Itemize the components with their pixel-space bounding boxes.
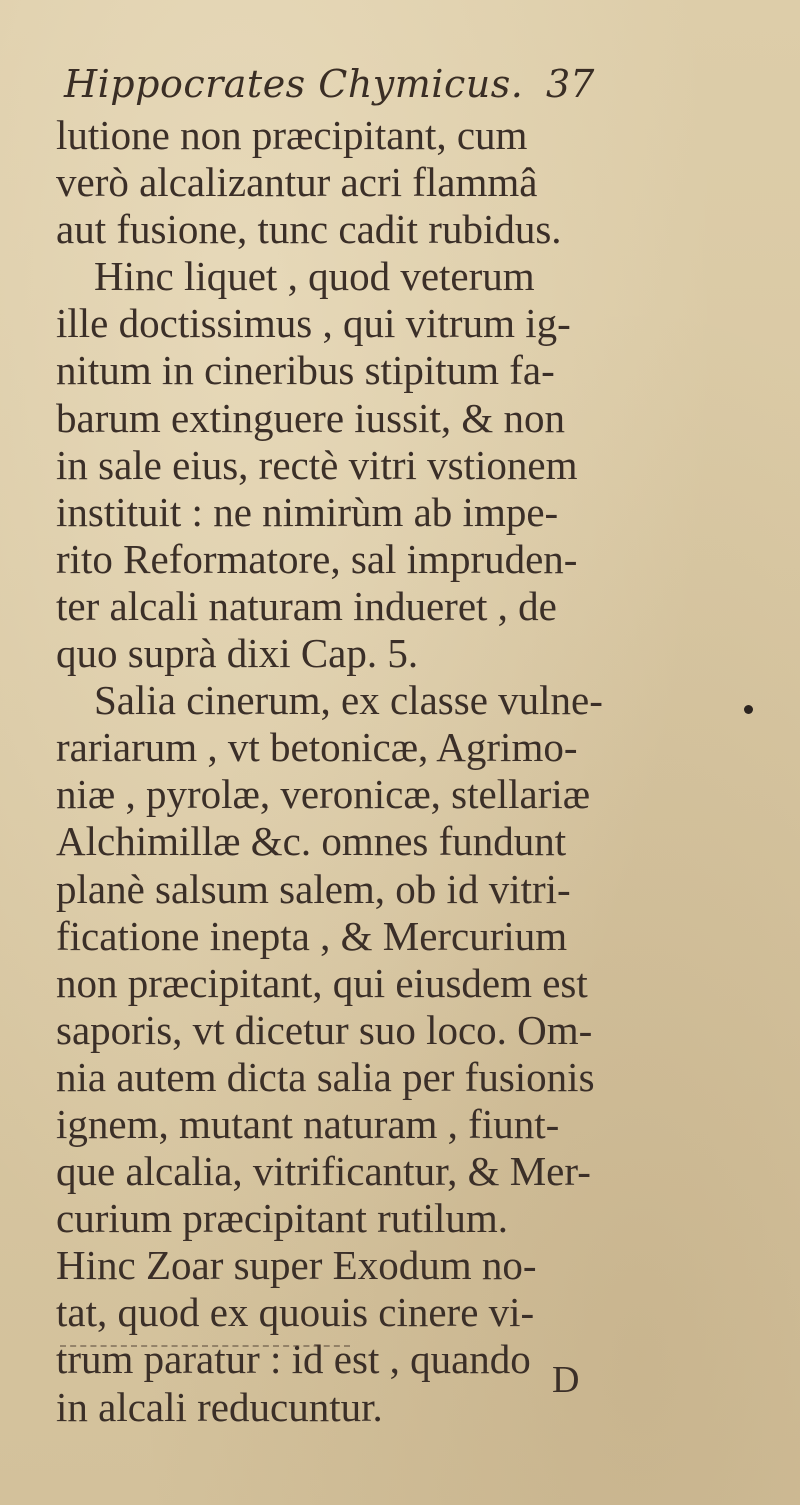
text-line: que alcalia, vitrificantur, & Mer- (56, 1148, 591, 1195)
text-line: niæ , pyrolæ, veronicæ, stellariæ (56, 771, 591, 818)
text-line: Alchimillæ &c. omnes fundunt (56, 818, 567, 865)
text-line: lutione non præcipitant, cum (56, 112, 528, 158)
text-line: tat, quod ex quouis cinere vi- (56, 1289, 535, 1336)
text-line: rariarum , vt betonicæ, Agrimo- (56, 724, 578, 771)
text-line: instituit : ne nimirùm ab impe- (56, 488, 559, 535)
page-header (64, 62, 624, 118)
running-head: Hippocrates Chymicus. (64, 62, 524, 106)
text-line: non præcipitant, qui eiusdem est (56, 959, 588, 1006)
text-line: rito Reformatore, sal impruden- (56, 535, 578, 582)
text-line: ignem, mutant naturam , fiunt- (56, 1100, 560, 1147)
bleed-through-rule (60, 1345, 350, 1347)
text-line: Hinc Zoar super Exodum no- (56, 1242, 537, 1289)
text-line: ille doctissimus , qui vitrum ig- (56, 300, 571, 347)
text-line: Salia cinerum, ex classe vulne- (94, 677, 603, 724)
ink-spot (744, 705, 753, 714)
text-line: in sale eius, rectè vitri vstionem (56, 441, 578, 488)
text-line: nitum in cineribus stipitum fa- (56, 347, 555, 394)
text-line: trum paratur : id est , quando (56, 1336, 531, 1383)
text-line: aut fusione, tunc cadit rubidus. (56, 206, 562, 253)
text-line: verò alcalizantur acri flammâ (56, 159, 538, 206)
text-line: barum extinguere iussit, & non (56, 394, 565, 441)
text-line: ficatione inepta , & Mercurium (56, 912, 568, 959)
text-line: planè salsum salem, ob id vitri- (56, 865, 571, 912)
signature-mark: D (552, 1359, 580, 1401)
text-line: in alcali reducuntur. (56, 1383, 383, 1430)
body-text (56, 112, 756, 1431)
text-line: Hinc liquet , quod veterum (94, 253, 535, 300)
text-line: quo suprà dixi Cap. 5. (56, 630, 419, 677)
page-number: 37 (546, 62, 595, 106)
text-line: curium præcipitant rutilum. (56, 1195, 509, 1242)
text-line: saporis, vt dicetur suo loco. Om- (56, 1006, 593, 1053)
text-line: nia autem dicta salia per fusionis (56, 1053, 595, 1100)
text-line: ter alcali naturam indueret , de (56, 582, 557, 629)
